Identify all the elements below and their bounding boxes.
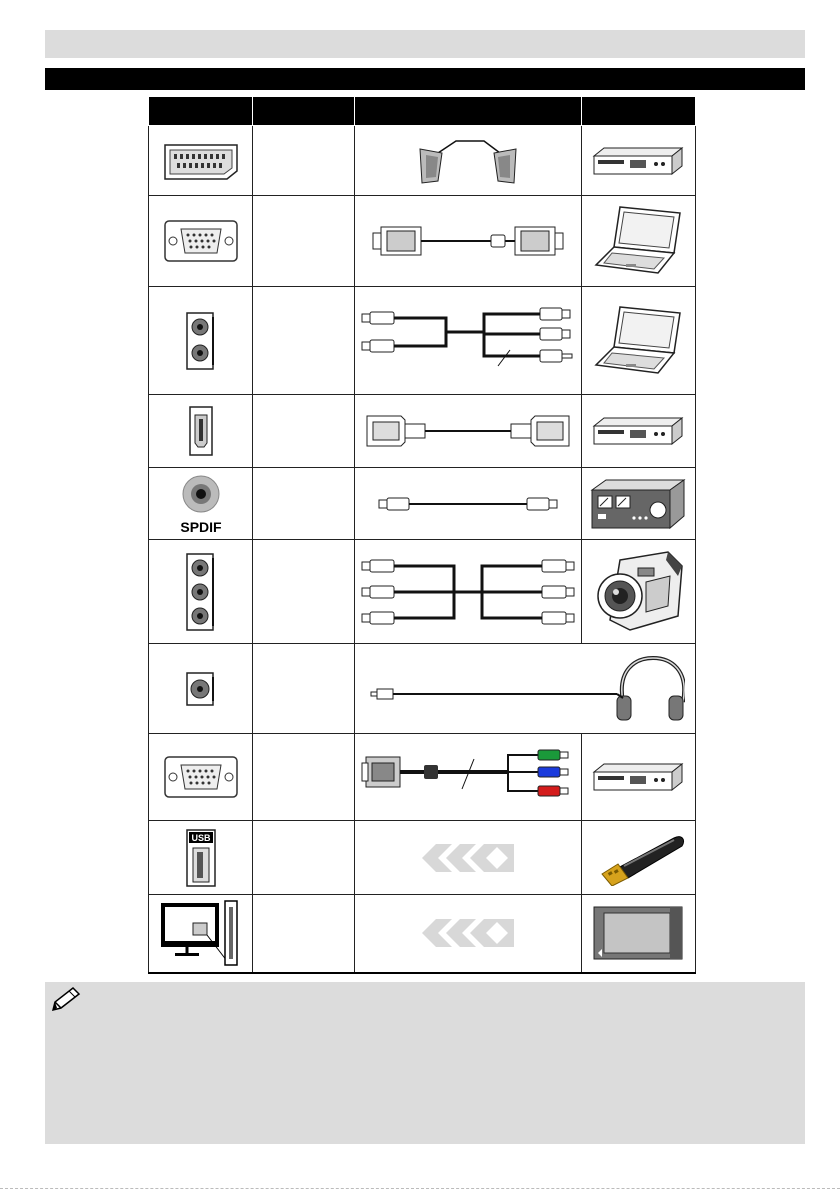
cable-cell xyxy=(355,540,581,644)
type-cell xyxy=(253,644,355,734)
type-cell xyxy=(253,468,355,540)
device-cell xyxy=(581,821,695,895)
spdif-label: SPDIF xyxy=(179,518,222,535)
type-cell xyxy=(253,196,355,287)
device-cell xyxy=(581,196,695,287)
device-cell xyxy=(581,468,695,540)
headphone-cable-icon xyxy=(355,654,685,724)
column-header-cables xyxy=(355,97,581,126)
cable-cell xyxy=(355,395,581,468)
type-cell xyxy=(253,734,355,821)
camcorder-icon xyxy=(590,546,686,638)
device-cell xyxy=(581,540,695,644)
spdif-socket-icon xyxy=(166,472,236,536)
cable-cell xyxy=(355,895,581,973)
headphone-socket-icon xyxy=(181,671,221,707)
cable-cell xyxy=(355,644,696,734)
usb-socket-icon xyxy=(181,828,221,888)
vga-cable-icon xyxy=(363,219,573,263)
amplifier-icon xyxy=(588,476,688,532)
type-cell xyxy=(253,821,355,895)
scart-socket-icon xyxy=(161,141,241,181)
type-cell xyxy=(253,395,355,468)
column-header-type xyxy=(253,97,355,126)
page-bottom-rule xyxy=(0,1188,840,1189)
table-row xyxy=(149,644,696,734)
table-header-row xyxy=(149,97,696,126)
device-cell xyxy=(581,287,695,395)
usb-stick-icon xyxy=(588,830,688,886)
rca-to-jack-cable-icon xyxy=(358,306,578,376)
dvd-player-icon xyxy=(590,414,686,448)
cable-cell xyxy=(355,126,581,196)
connector-cell xyxy=(149,540,253,644)
insert-arrows-icon xyxy=(420,842,516,874)
device-cell xyxy=(581,126,695,196)
insert-arrows-icon xyxy=(420,917,516,949)
connector-cell xyxy=(149,821,253,895)
table-row xyxy=(149,895,696,973)
connector-cell xyxy=(149,734,253,821)
table-row xyxy=(149,196,696,287)
ci-slot-icon xyxy=(157,897,245,969)
cable-cell xyxy=(355,287,581,395)
triple-rca-cable-icon xyxy=(358,552,578,632)
coaxial-cable-icon xyxy=(373,492,563,516)
scart-cable-icon xyxy=(398,135,538,187)
table-row xyxy=(149,540,696,644)
table-row xyxy=(149,468,696,540)
headphones-icon xyxy=(617,658,684,720)
ypbpr-cable-icon xyxy=(358,745,578,809)
cable-cell xyxy=(355,196,581,287)
laptop-icon xyxy=(592,203,684,279)
vga-socket-icon xyxy=(163,219,239,263)
audio-rca-socket-icon xyxy=(181,311,221,371)
connector-cell xyxy=(149,468,253,540)
table-row xyxy=(149,287,696,395)
cable-cell xyxy=(355,734,581,821)
section-title-bar xyxy=(45,68,805,90)
cable-cell xyxy=(355,468,581,540)
type-cell xyxy=(253,895,355,973)
connector-cell xyxy=(149,196,253,287)
type-cell xyxy=(253,287,355,395)
av-rca-socket-icon xyxy=(181,552,221,632)
pencil-note-icon xyxy=(49,986,81,1014)
note-panel xyxy=(45,982,805,1144)
ypbpr-socket-icon xyxy=(163,755,239,799)
hdmi-socket-icon xyxy=(186,405,216,457)
cable-cell xyxy=(355,821,581,895)
device-cell xyxy=(581,895,695,973)
device-cell xyxy=(581,734,695,821)
laptop-icon xyxy=(592,303,684,379)
column-header-device xyxy=(581,97,695,126)
dvd-player-icon xyxy=(590,760,686,794)
dvd-recorder-icon xyxy=(590,144,686,178)
header-bar xyxy=(45,30,805,58)
table-row xyxy=(149,821,696,895)
connections-table xyxy=(148,96,696,974)
table-row xyxy=(149,734,696,821)
type-cell xyxy=(253,540,355,644)
hdmi-cable-icon xyxy=(361,408,575,454)
device-cell xyxy=(581,395,695,468)
connector-cell xyxy=(149,287,253,395)
column-header-connector xyxy=(149,97,253,126)
connector-cell xyxy=(149,644,253,734)
usb-label: USB xyxy=(191,832,211,843)
type-cell xyxy=(253,126,355,196)
table-row xyxy=(149,126,696,196)
connector-cell xyxy=(149,126,253,196)
connector-cell xyxy=(149,895,253,973)
table-row xyxy=(149,395,696,468)
connector-cell xyxy=(149,395,253,468)
cam-module-icon xyxy=(590,903,686,963)
